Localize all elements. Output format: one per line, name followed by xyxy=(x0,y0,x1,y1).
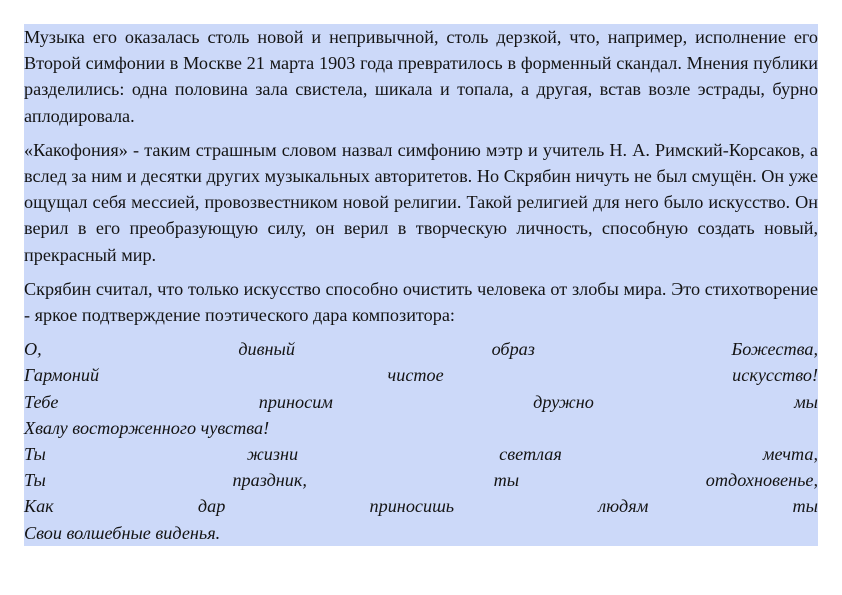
poem-line: Ты жизни светлая мечта, xyxy=(24,444,818,465)
poem xyxy=(24,336,818,546)
poem-line: Тебе приносим дружно мы xyxy=(24,391,818,412)
paragraph-cacophony: «Какофония» - таким страшным словом назвал симфонию мэтр и учитель Н. А. Римский-Корсаков, а вслед за ним и десятки других музыкальных авторитетов. Но Скрябин ничуть не был смущён. Он уже ощущал себя мессией, провозвестником новой религии. Такой религией для него было искусство. Он верил в его преобразующую силу, он верил в творческую личность, способную создать новый, прекрасный мир. xyxy=(24,139,818,265)
poem-line: Как дар приносишь людям ты xyxy=(24,496,818,517)
poem-line: О, дивный образ Божества, xyxy=(24,339,818,360)
poem-line: Хвалу восторженного чувства! xyxy=(24,417,270,438)
text-block xyxy=(24,24,818,546)
poem-line: Ты праздник, ты отдохновенье, xyxy=(24,470,818,491)
paragraph-art: Скрябин считал, что только искусство способно очистить человека от злобы мира. Это стихотворение - яркое подтверждение поэтического дара композитора: xyxy=(24,278,818,326)
poem-line: Гармоний чистое искусство! xyxy=(24,365,818,386)
paragraph-scandal: Музыка его оказалась столь новой и непривычной, столь дерзкой, что, например, исполнение его Второй симфонии в Москве 21 марта 1903 года превратилось в форменный скандал. Мнения публики разделились: одна половина зала свистела, шикала и топала, а другая, встав возле эстрады, бурно аплодировала. xyxy=(24,27,818,126)
poem-line: Свои волшебные виденья. xyxy=(24,522,221,543)
